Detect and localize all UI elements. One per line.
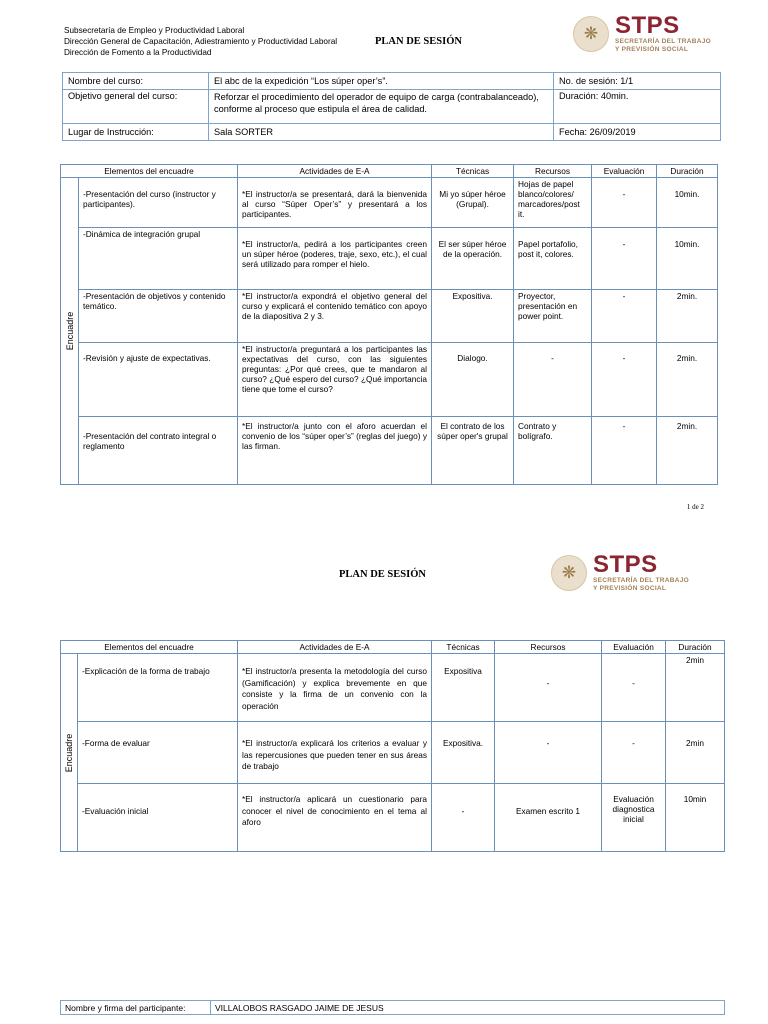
row-resources: - (495, 654, 602, 722)
course-value: El abc de la expedición “Los súper oper’s”. (209, 73, 554, 90)
participant-label: Nombre y firma del participante: (61, 1001, 211, 1015)
row-duration: 10min. (657, 228, 718, 290)
logo-line: SECRETARÍA DEL TRABAJO (593, 577, 690, 584)
row-resources: Contrato y bolígrafo. (514, 417, 592, 485)
participant-table (60, 1000, 725, 1015)
row-element: -Revisión y ajuste de expectativas. (79, 343, 238, 417)
row-resources: Papel portafolio, post it, colores. (514, 228, 592, 290)
objective-label: Objetivo general del curso: (63, 90, 209, 124)
row-resources: Examen escrito 1 (495, 784, 602, 852)
row-technique: Expositiva (432, 654, 495, 722)
row-duration: 2min. (657, 290, 718, 343)
header-techniques: Técnicas (432, 641, 495, 654)
session-number: No. de sesión: 1/1 (554, 73, 721, 90)
row-duration: 2min (666, 722, 725, 784)
row-technique: - (432, 784, 495, 852)
row-element: -Forma de evaluar (78, 722, 238, 784)
row-technique: Mi yo súper héroe (Grupal). (432, 178, 514, 228)
header-evaluation: Evaluación (592, 165, 657, 178)
page-title: PLAN DE SESIÓN (375, 36, 462, 47)
activities-table (60, 164, 718, 485)
page-title: PLAN DE SESIÓN (339, 569, 426, 580)
row-technique: El contrato de los súper oper's grupal (432, 417, 514, 485)
row-element: -Presentación de objetivos y contenido temático. (79, 290, 238, 343)
section-label: Encuadre (61, 654, 78, 852)
row-technique: Expositiva. (432, 722, 495, 784)
row-technique: El ser súper héroe de la operación. (432, 228, 514, 290)
row-activity: *El instructor/a se presentará, dará la bienvenida al curso “Súper Oper’s” y presentará a los participantes. (238, 178, 432, 228)
logo-line: Y PREVISIÓN SOCIAL (593, 584, 667, 592)
logo-name: STPS (593, 551, 658, 578)
course-label: Nombre del curso: (63, 73, 209, 90)
row-evaluation: - (602, 722, 666, 784)
row-technique: Dialogo. (432, 343, 514, 417)
row-element: -Explicación de la forma de trabajo (78, 654, 238, 722)
row-activity: *El instructor/a expondrá el objetivo general del curso y explicará el contenido temático con apoyo de la diapositiva 2 y 3. (238, 290, 432, 343)
row-duration: 10min (666, 784, 725, 852)
header-activities: Actividades de E-A (238, 165, 432, 178)
header-resources: Recursos (495, 641, 602, 654)
objective-value: Reforzar el procedimiento del operador de equipo de carga (contrabalanceado), conforme al proceso que estipula el área de calidad. (209, 90, 554, 124)
row-resources: - (514, 343, 592, 417)
mexico-seal-icon: ❋ (573, 16, 609, 52)
row-activity: *El instructor/a junto con el aforo acuerdan el convenio de los “súper oper’s” (reglas del juego) y las firman. (238, 417, 432, 485)
duration: Duración: 40min. (554, 90, 721, 124)
mexico-seal-icon: ❋ (551, 555, 587, 591)
row-evaluation: - (592, 228, 657, 290)
row-activity: *El instructor/a aplicará un cuestionario para conocer el nivel de conocimiento en el tema al aforo (238, 784, 432, 852)
row-activity: *El instructor/a, pedirá a los participantes creen un súper héroe (poderes, traje, sexo, etc.), el cual será utilizado para romper el hielo. (238, 228, 432, 290)
logo-name: STPS (615, 12, 680, 39)
header-activities: Actividades de E-A (238, 641, 432, 654)
row-evaluation: - (592, 178, 657, 228)
activities-table (60, 640, 725, 852)
row-activity: *El instructor/a preguntará a los participantes las expectativas del curso, con las siguientes preguntas: ¿Por qué crees, que te mandaron al curso? ¿Qué espero del curso? ¿Qué importancia tiene que tome el curso? (238, 343, 432, 417)
logo-line: SECRETARÍA DEL TRABAJO (615, 38, 712, 45)
header-duration: Duración (666, 641, 725, 654)
header-lines (64, 25, 337, 58)
place-label: Lugar de Instrucción: (63, 124, 209, 141)
date: Fecha: 26/09/2019 (554, 124, 721, 141)
place-value: Sala SORTER (209, 124, 554, 141)
logo-line: Y PREVISIÓN SOCIAL (615, 45, 689, 53)
stps-logo (551, 553, 689, 592)
row-duration: 2min. (657, 417, 718, 485)
row-evaluation: Evaluación diagnostica inicial (602, 784, 666, 852)
row-duration: 2min (666, 654, 725, 722)
participant-value: VILLALOBOS RASGADO JAIME DE JESUS (211, 1001, 725, 1015)
row-evaluation: - (592, 290, 657, 343)
row-resources: - (495, 722, 602, 784)
stps-logo (573, 14, 711, 53)
header-line: Subsecretaría de Empleo y Productividad Laboral (64, 26, 245, 35)
row-technique: Expositiva. (432, 290, 514, 343)
header-line: Dirección General de Capacitación, Adiestramiento y Productividad Laboral (64, 37, 338, 46)
row-activity: *El instructor/a explicará los criterios a evaluar y las repercusiones que pueden tener en sus áreas de trabajo (238, 722, 432, 784)
section-label: Encuadre (61, 178, 79, 485)
header-duration: Duración (657, 165, 718, 178)
header-techniques: Técnicas (432, 165, 514, 178)
header-line: Dirección de Fomento a la Productividad (64, 48, 212, 57)
row-activity: *El instructor/a presenta la metodología del curso (Gamificación) y explica brevemente en que consiste y la firma de un convenio con la operación (238, 654, 432, 722)
row-resources: Proyector, presentación en power point. (514, 290, 592, 343)
row-evaluation: - (602, 654, 666, 722)
row-element: -Presentación del contrato integral o reglamento (79, 417, 238, 485)
header-elements: Elementos del encuadre (61, 641, 238, 654)
header-elements: Elementos del encuadre (61, 165, 238, 178)
page-number: 1 de 2 (686, 503, 704, 511)
row-resources: Hojas de papel blanco/colores/ marcadores/post it. (514, 178, 592, 228)
row-duration: 10min. (657, 178, 718, 228)
header-evaluation: Evaluación (602, 641, 666, 654)
row-duration: 2min. (657, 343, 718, 417)
row-evaluation: - (592, 417, 657, 485)
row-element: -Presentación del curso (instructor y participantes). (79, 178, 238, 228)
header-resources: Recursos (514, 165, 592, 178)
row-element: -Evaluación inicial (78, 784, 238, 852)
course-info-table (62, 72, 721, 141)
row-evaluation: - (592, 343, 657, 417)
row-element: -Dinámica de integración grupal (79, 228, 238, 290)
